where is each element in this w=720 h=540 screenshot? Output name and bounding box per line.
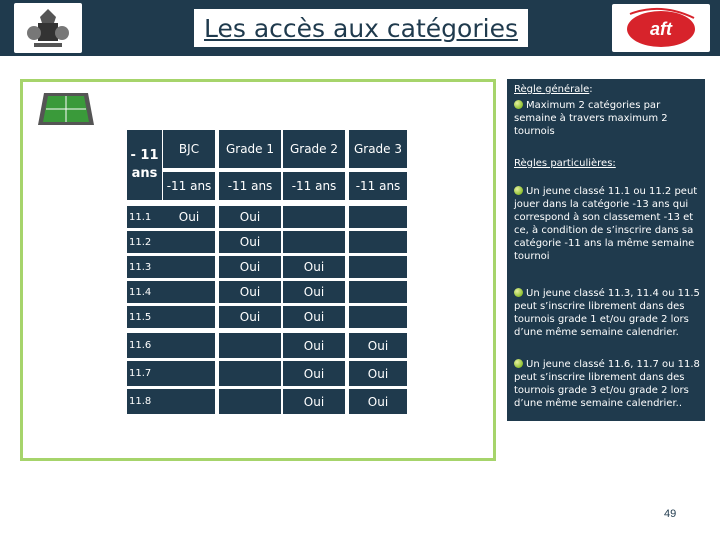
table-cell bbox=[163, 389, 215, 414]
table-cell: Oui bbox=[163, 206, 215, 228]
column-header-3: Grade 3 bbox=[349, 130, 407, 168]
royal-crest-logo bbox=[14, 3, 82, 53]
column-age-1: -11 ans bbox=[219, 172, 281, 200]
age-group-header: - 11 ans bbox=[127, 130, 162, 200]
row-label: 11.8 bbox=[127, 389, 164, 414]
tennis-court-icon bbox=[36, 91, 96, 127]
row-label: 11.3 bbox=[127, 256, 164, 278]
table-cell: Oui bbox=[283, 333, 345, 358]
table-cell bbox=[163, 256, 215, 278]
table-cell bbox=[163, 231, 215, 253]
table-cell bbox=[349, 206, 407, 228]
table-cell: Oui bbox=[349, 361, 407, 386]
table-cell bbox=[349, 256, 407, 278]
aft-logo bbox=[612, 4, 710, 52]
row-label: 11.7 bbox=[127, 361, 164, 386]
table-cell bbox=[163, 361, 215, 386]
general-rule-text: Maximum 2 catégories par semaine à travers maximum 2 tournois bbox=[514, 100, 668, 137]
table-cell: Oui bbox=[283, 389, 345, 414]
table-cell: Oui bbox=[349, 333, 407, 358]
rule-1: Un jeune classé 11.1 ou 11.2 peut jouer dans la catégorie -13 ans qui correspond à son classement -13 et ce, à condition de s’inscrire dans sa catégorie -11 ans la même semaine tournoi bbox=[514, 186, 698, 262]
row-label: 11.2 bbox=[127, 231, 164, 253]
table-cell: Oui bbox=[219, 306, 281, 328]
general-rule-heading: Règle générale: bbox=[514, 84, 593, 95]
column-header-0: BJC bbox=[163, 130, 215, 168]
table-cell bbox=[163, 333, 215, 358]
table-cell: Oui bbox=[219, 231, 281, 253]
column-header-1: Grade 1 bbox=[219, 130, 281, 168]
table-cell bbox=[163, 306, 215, 328]
column-age-3: -11 ans bbox=[349, 172, 407, 200]
table-cell: Oui bbox=[283, 256, 345, 278]
page-number: 49 bbox=[664, 508, 677, 520]
table-cell: Oui bbox=[219, 256, 281, 278]
row-label: 11.1 bbox=[127, 206, 164, 228]
bullet-icon bbox=[514, 359, 523, 368]
header-bar bbox=[0, 0, 720, 56]
table-cell bbox=[219, 389, 281, 414]
table-cell: Oui bbox=[283, 361, 345, 386]
table-cell: Oui bbox=[349, 389, 407, 414]
table-cell bbox=[349, 306, 407, 328]
table-cell: Oui bbox=[283, 281, 345, 303]
table-cell: Oui bbox=[219, 206, 281, 228]
table-cell bbox=[219, 361, 281, 386]
row-label: 11.6 bbox=[127, 333, 164, 358]
rules-panel bbox=[507, 79, 705, 421]
page-title: Les accès aux catégories bbox=[204, 13, 518, 43]
particular-rules-heading: Règles particulières: bbox=[514, 158, 616, 169]
bullet-icon bbox=[514, 186, 523, 195]
table-cell bbox=[349, 281, 407, 303]
table-cell: Oui bbox=[283, 306, 345, 328]
row-label: 11.4 bbox=[127, 281, 164, 303]
table-cell bbox=[219, 333, 281, 358]
table-cell: Oui bbox=[219, 281, 281, 303]
table-cell bbox=[283, 231, 345, 253]
bullet-icon bbox=[514, 288, 523, 297]
row-label: 11.5 bbox=[127, 306, 164, 328]
column-age-0: -11 ans bbox=[163, 172, 215, 200]
column-header-2: Grade 2 bbox=[283, 130, 345, 168]
table-cell bbox=[283, 206, 345, 228]
aft-logo-text: aft bbox=[650, 19, 672, 39]
table-cell bbox=[163, 281, 215, 303]
rule-2: Un jeune classé 11.3, 11.4 ou 11.5 peut s’inscrire librement dans des tournois grade 1 et/ou grade 2 lors d’une même semaine calendrier. bbox=[514, 288, 700, 338]
rule-3: Un jeune classé 11.6, 11.7 ou 11.8 peut s’inscrire librement dans des tournois grade 3 et/ou grade 2 lors d’une même semaine calendrier.. bbox=[514, 359, 700, 409]
column-age-2: -11 ans bbox=[283, 172, 345, 200]
bullet-icon bbox=[514, 100, 523, 109]
title-box bbox=[194, 9, 528, 47]
table-cell bbox=[349, 231, 407, 253]
